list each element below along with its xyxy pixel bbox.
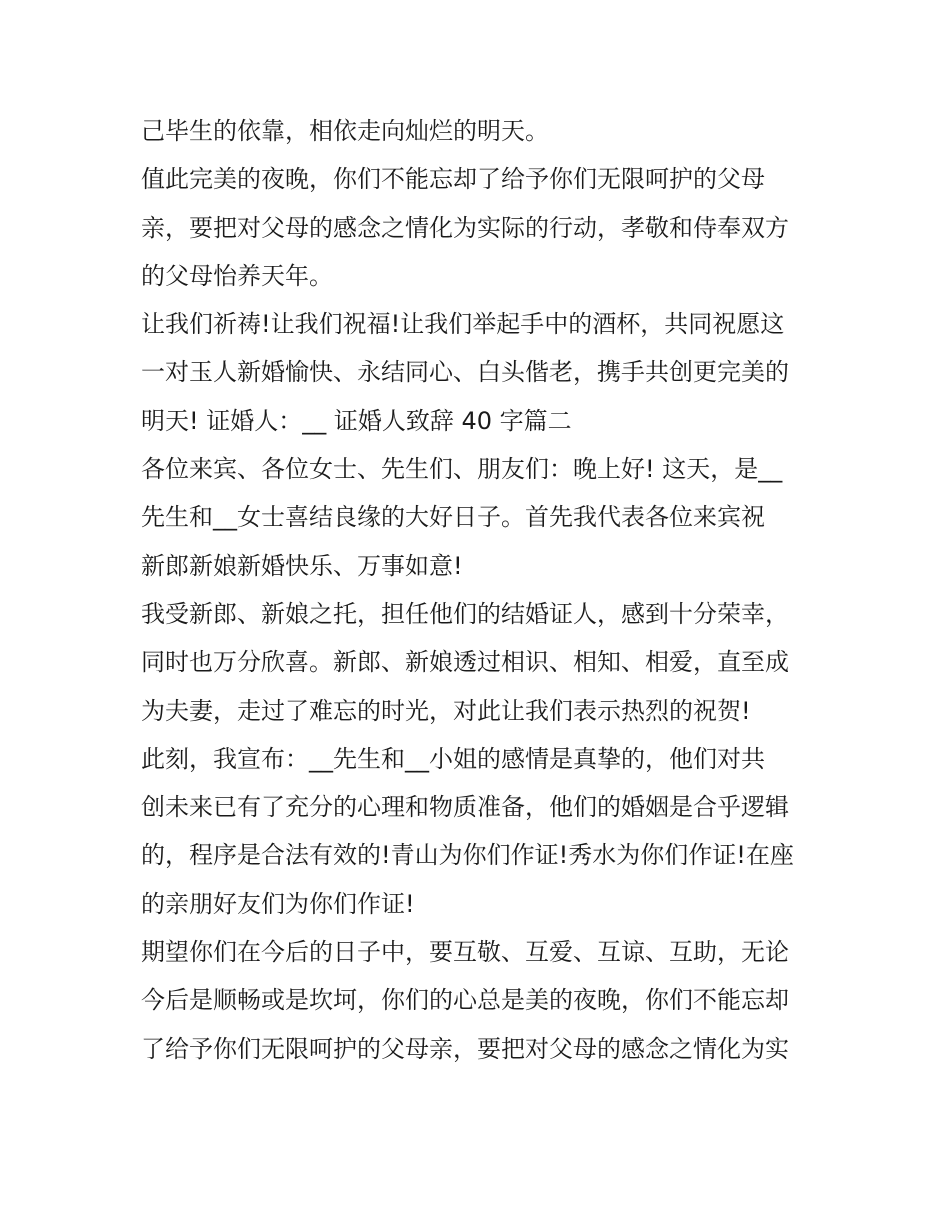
text-line: 今后是顺畅或是坎坷，你们的心总是美的夜晚，你们不能忘却 — [141, 986, 789, 1015]
text-line: 的父母怡养天年。 — [141, 261, 333, 290]
text-line: 了给予你们无限呵护的父母亲，要把对父母的感念之情化为实 — [141, 1034, 789, 1063]
text-line: 创未来已有了充分的心理和物质准备，他们的婚姻是合乎逻辑 — [141, 793, 789, 822]
text-line: 此刻，我宣布：__先生和__小姐的感情是真挚的，他们对共 — [141, 744, 765, 773]
text-line: 同时也万分欣喜。新郎、新娘透过相识、相知、相爱，直至成 — [141, 648, 789, 677]
text-line: 各位来宾、各位女士、先生们、朋友们：晚上好! 这天，是__ — [141, 455, 783, 484]
text-line: 期望你们在今后的日子中，要互敬、互爱、互谅、互助，无论 — [141, 938, 789, 967]
text-line: 明天! 证婚人：__ 证婚人致辞 40 字篇二 — [141, 406, 572, 435]
text-line: 新郎新娘新婚快乐、万事如意! — [141, 551, 463, 580]
text-line: 让我们祈祷!让我们祝福!让我们举起手中的酒杯，共同祝愿这 — [141, 310, 785, 339]
text-line: 先生和__女士喜结良缘的大好日子。首先我代表各位来宾祝 — [141, 503, 765, 532]
text-line: 的，程序是合法有效的!青山为你们作证!秀水为你们作证!在座 — [141, 841, 794, 870]
text-line: 的亲朋好友们为你们作证! — [141, 889, 415, 918]
text-line: 为夫妻，走过了难忘的时光，对此让我们表示热烈的祝贺! — [141, 696, 751, 725]
text-line: 己毕生的依靠，相依走向灿烂的明天。 — [141, 117, 549, 145]
document-body — [141, 107, 821, 1073]
text-line: 我受新郎、新娘之托，担任他们的结婚证人，感到十分荣幸， — [141, 599, 789, 628]
text-line: 一对玉人新婚愉快、永结同心、白头偕老，携手共创更完美的 — [141, 358, 789, 387]
text-line: 亲，要把对父母的感念之情化为实际的行动，孝敬和侍奉双方 — [141, 213, 789, 242]
text-line: 值此完美的夜晚，你们不能忘却了给予你们无限呵护的父母 — [141, 165, 765, 194]
